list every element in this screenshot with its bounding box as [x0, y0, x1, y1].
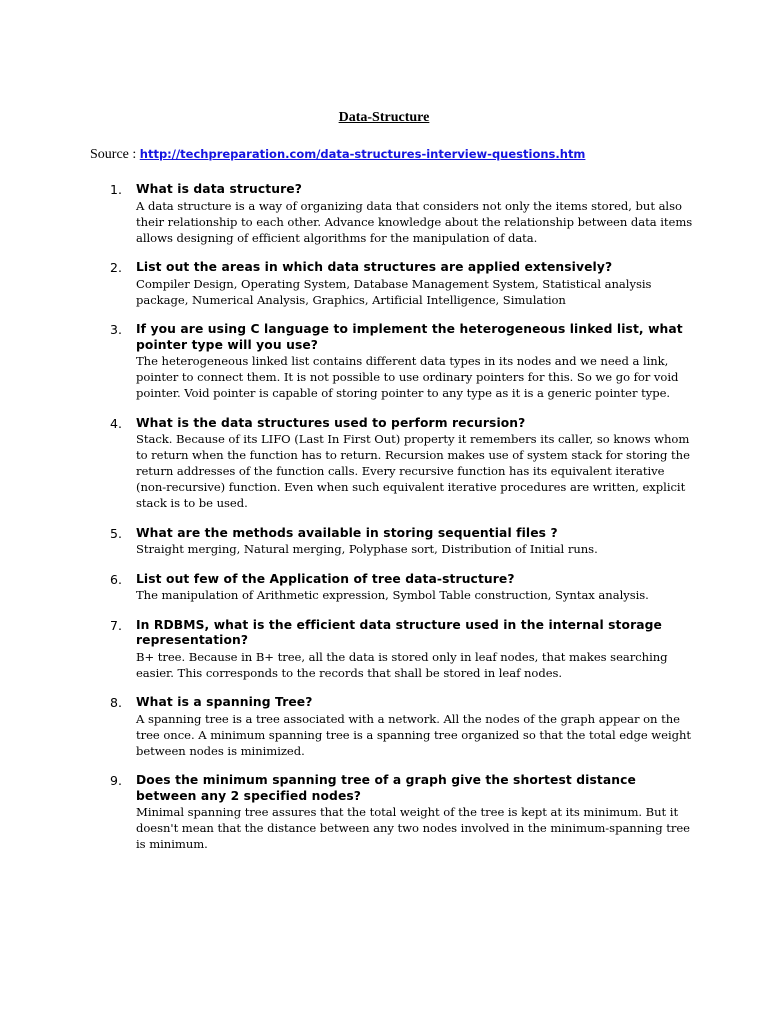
- qa-answer: The manipulation of Arithmetic expression, Symbol Table construction, Syntax analysis.: [136, 588, 649, 602]
- qa-question: List out the areas in which data structures are applied extensively?: [136, 260, 613, 274]
- qa-question: List out few of the Application of tree data-structure?: [136, 571, 515, 586]
- qa-question: In RDBMS, what is the efficient data structure used in the internal storage representation?: [136, 617, 662, 647]
- qa-item-4: [0, 416, 696, 512]
- qa-item-6: [0, 572, 696, 604]
- source-line: [90, 145, 585, 164]
- qa-question: What is a spanning Tree?: [136, 695, 313, 709]
- qa-number: 8.: [110, 695, 122, 710]
- qa-item-7: [0, 618, 696, 681]
- qa-number: 3.: [110, 322, 122, 337]
- qa-answer: Minimal spanning tree assures that the total weight of the tree is kept at its minimum. But it doesn't mean that the distance between any two nodes involved in the minimum-spanning tree is minimum.: [136, 805, 690, 851]
- qa-question: What is the data structures used to perform recursion?: [136, 415, 526, 430]
- document-title: Data-Structure: [338, 110, 430, 125]
- qa-answer: Stack. Because of its LIFO (Last In First Out) property it remembers its caller, so knows whom to return when the function has to return. Recursion makes use of system stack for storing the return addresses of the function calls. Every recursive function has its equivalent iterative (non-recursive) function. Even when such equivalent iterative procedures are written, explicit stack is to be used.: [136, 432, 690, 510]
- qa-item-9: [0, 773, 696, 852]
- qa-list: [0, 182, 768, 867]
- qa-number: 7.: [110, 617, 122, 633]
- qa-number: 9.: [110, 773, 122, 788]
- qa-number: 6.: [110, 571, 122, 587]
- qa-number: 4.: [110, 415, 122, 431]
- qa-answer: A data structure is a way of organizing data that considers not only the items stored, but also their relationship to each other. Advance knowledge about the relationship between data items allows designing of efficient algorithms for the manipulation of data.: [136, 198, 693, 245]
- qa-number: 5.: [110, 525, 122, 541]
- qa-question: Does the minimum spanning tree of a graph give the shortest distance between any 2 specified nodes?: [136, 773, 636, 803]
- qa-item-2: [0, 260, 696, 308]
- qa-answer: Compiler Design, Operating System, Database Management System, Statistical analysis package, Numerical Analysis, Graphics, Artificial Intelligence, Simulation: [136, 276, 652, 307]
- qa-question: If you are using C language to implement the heterogeneous linked list, what pointer type will you use?: [136, 322, 683, 352]
- source-link[interactable]: http://techpreparation.com/data-structures-interview-questions.htm: [139, 147, 586, 161]
- qa-item-5: [0, 526, 696, 558]
- qa-number: 1.: [110, 182, 122, 197]
- qa-number: 2.: [110, 260, 122, 275]
- qa-answer: The heterogeneous linked list contains different data types in its nodes and we need a link, pointer to connect them. It is not possible to use ordinary pointers for this. So we go for void pointer. Void pointer is capable of storing pointer to any type as it is a generic pointer type.: [136, 354, 679, 400]
- qa-question: What is data structure?: [136, 182, 302, 196]
- qa-item-8: [0, 695, 696, 759]
- source-label: Source :: [90, 147, 137, 162]
- qa-answer: Straight merging, Natural merging, Polyphase sort, Distribution of Initial runs.: [136, 542, 598, 556]
- qa-item-3: [0, 322, 696, 401]
- qa-item-1: [0, 182, 696, 246]
- qa-answer: B+ tree. Because in B+ tree, all the data is stored only in leaf nodes, that makes searching easier. This corresponds to the records that shall be stored in leaf nodes.: [136, 649, 668, 680]
- qa-question: What are the methods available in storing sequential files ?: [136, 525, 558, 540]
- qa-answer: A spanning tree is a tree associated with a network. All the nodes of the graph appear on the tree once. A minimum spanning tree is a spanning tree organized so that the total edge weight between nodes is minimized.: [136, 711, 692, 758]
